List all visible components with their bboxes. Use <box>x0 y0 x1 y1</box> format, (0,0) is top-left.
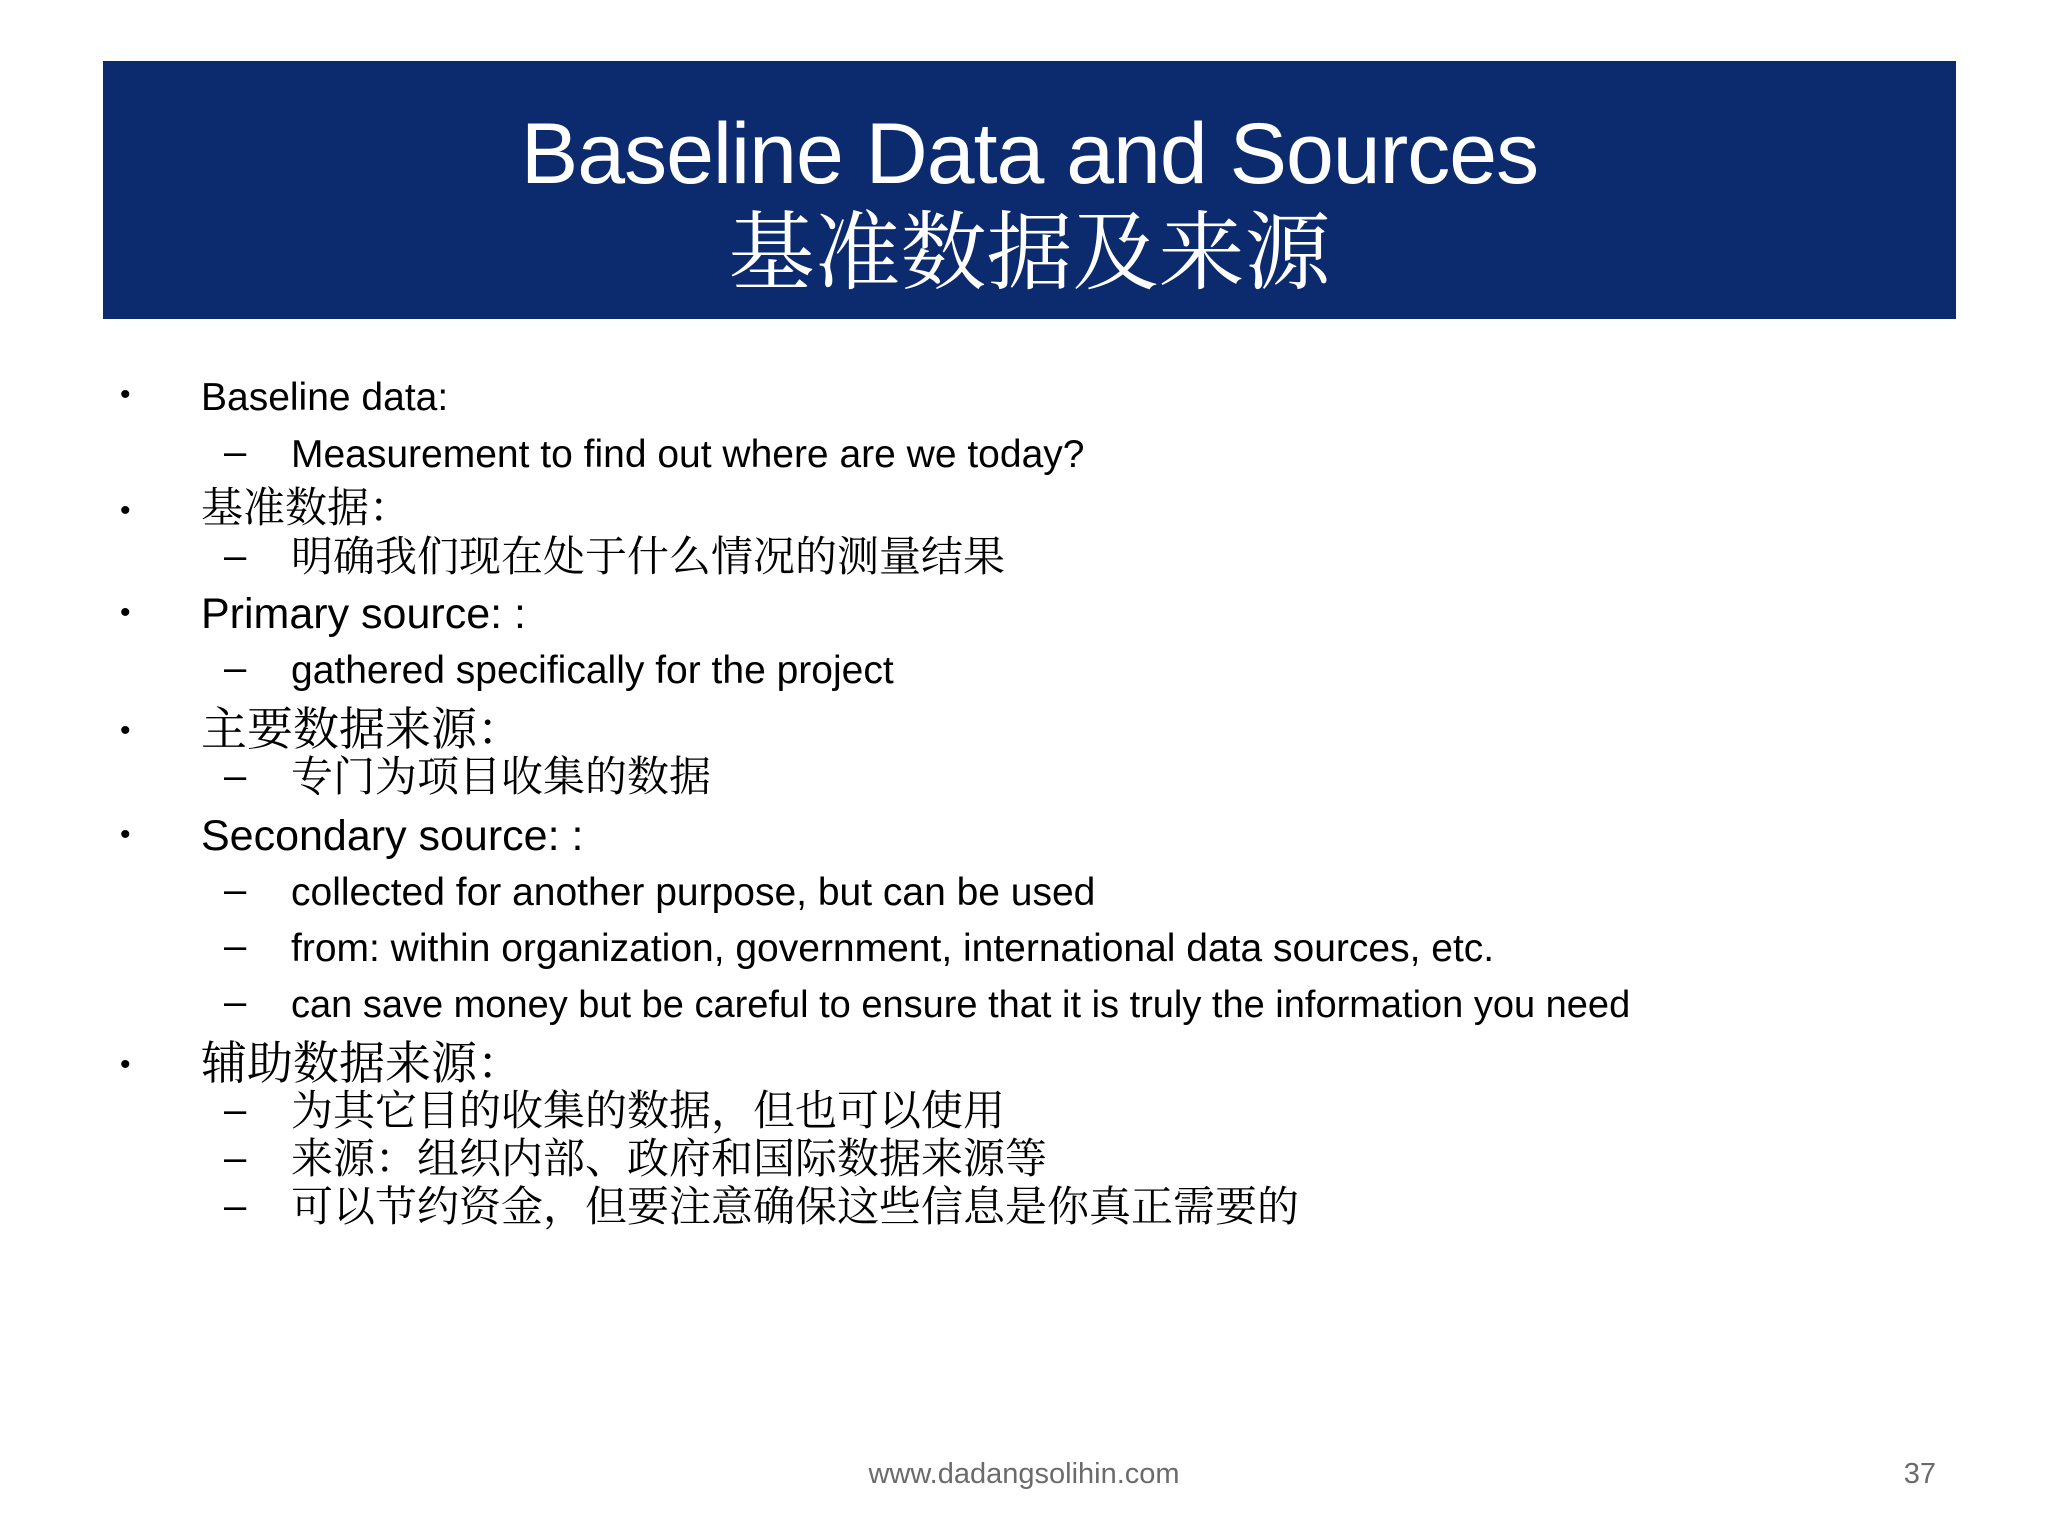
list-item-text: from: within organization, government, international data sources, etc. <box>291 927 1495 970</box>
list-item-text: 主要数据来源： <box>201 702 523 756</box>
page-number: 37 <box>1903 1458 1936 1490</box>
dash-marker: – <box>224 534 247 578</box>
list-item-text: 辅助数据来源： <box>201 1036 523 1090</box>
slide-title-chinese: 基准数据及来源 <box>728 203 1331 303</box>
slide-title-english: Baseline Data and Sources <box>520 106 1539 202</box>
dash-marker: – <box>224 646 247 690</box>
list-item-text: Measurement to find out where are we today? <box>291 433 1085 476</box>
dash-marker: – <box>224 430 247 474</box>
dash-marker: – <box>224 868 247 912</box>
list-item-text: 来源：组织内部、政府和国际数据来源等 <box>291 1134 1048 1183</box>
list-item-text: 明确我们现在处于什么情况的测量结果 <box>291 532 1006 581</box>
dash-marker: – <box>224 1136 247 1180</box>
dash-marker: – <box>224 1088 247 1132</box>
footer-url: www.dadangsolihin.com <box>868 1458 1180 1490</box>
list-item-text: 可以节约资金，但要注意确保这些信息是你真正需要的 <box>291 1182 1300 1231</box>
bullet-marker: • <box>120 818 131 851</box>
list-item-text: Primary source: : <box>201 590 526 638</box>
dash-marker: – <box>224 754 247 798</box>
dash-marker: – <box>224 924 247 968</box>
list-item-text: 为其它目的收集的数据，但也可以使用 <box>291 1086 1006 1135</box>
list-item-text: 基准数据： <box>201 483 412 532</box>
list-item-text: collected for another purpose, but can be used <box>291 871 1096 914</box>
bullet-marker: • <box>120 596 131 629</box>
bullet-marker: • <box>120 714 131 747</box>
bullet-marker: • <box>120 1048 131 1081</box>
list-item-text: 专门为项目收集的数据 <box>291 752 712 801</box>
dash-marker: – <box>224 980 247 1024</box>
bullet-marker: • <box>120 378 131 411</box>
list-item-text: Baseline data: <box>201 376 449 419</box>
bullet-marker: • <box>120 494 131 527</box>
list-item-text: gathered specifically for the project <box>291 649 894 692</box>
list-item-text: can save money but be careful to ensure that it is truly the information you need <box>291 984 1631 1026</box>
dash-marker: – <box>224 1184 247 1228</box>
list-item-text: Secondary source: : <box>201 812 584 860</box>
